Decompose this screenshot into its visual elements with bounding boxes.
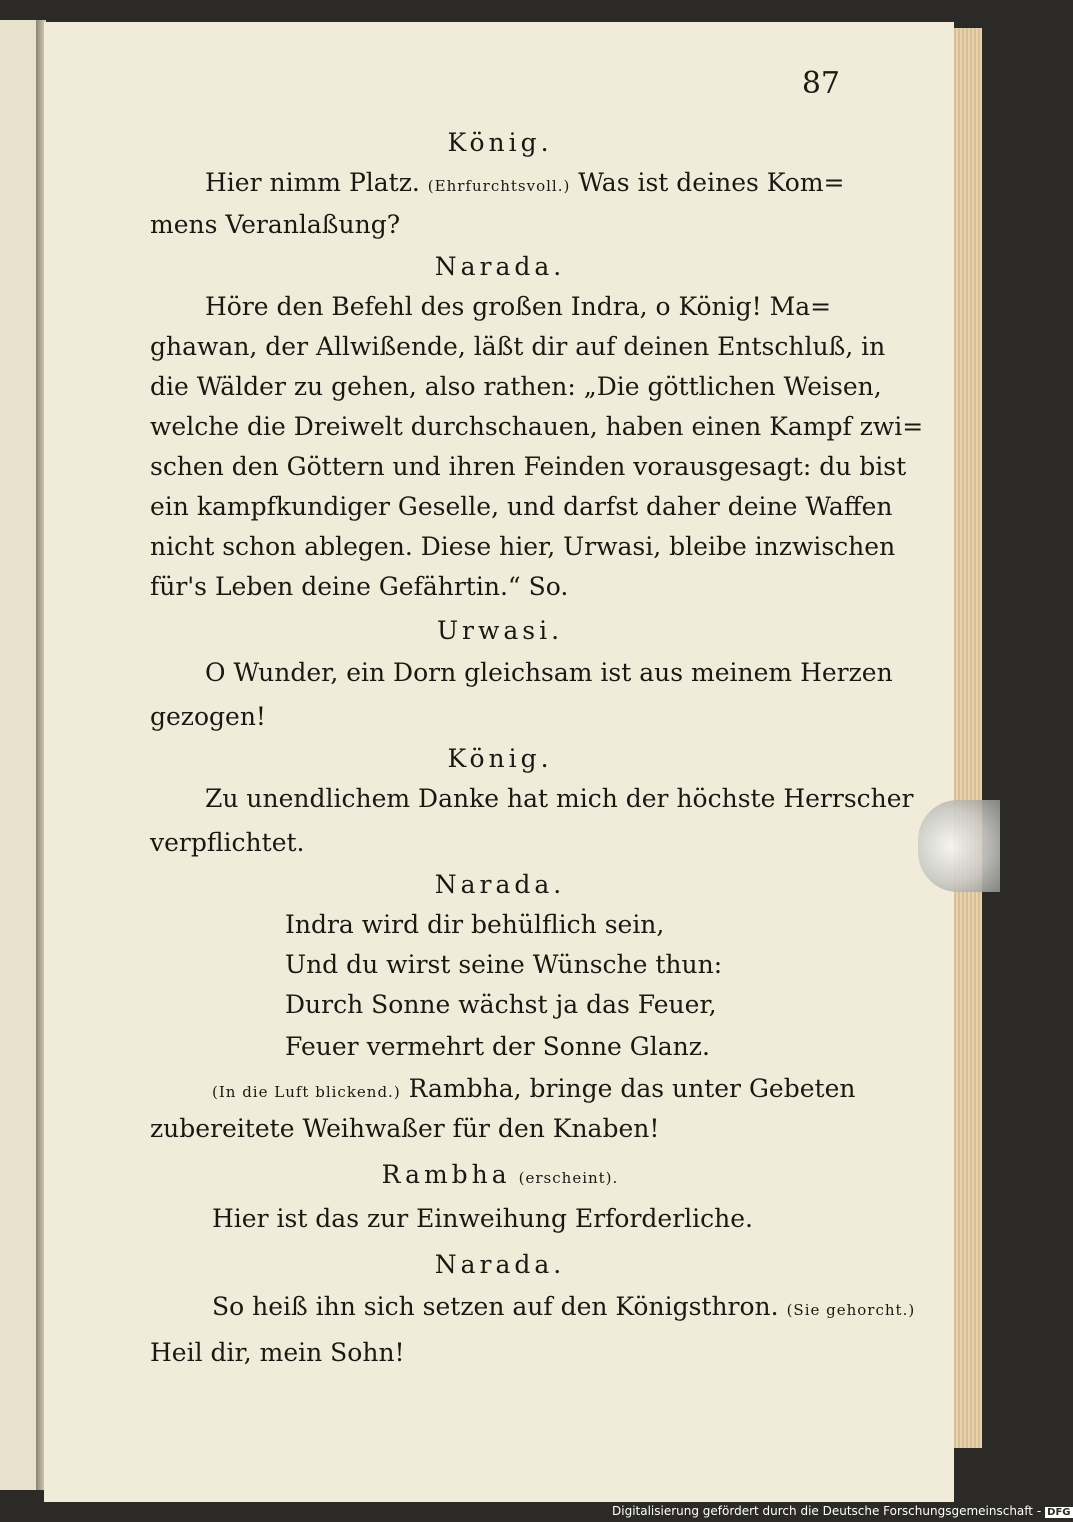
credit-text: Digitalisierung gefördert durch die Deutsche Forschungsgemeinschaft - xyxy=(612,1504,1042,1518)
verse-line: Indra wird dir behülflich sein, xyxy=(285,910,665,939)
text-line: mens Veranlaßung? xyxy=(150,210,401,239)
speaker-heading: König. xyxy=(447,744,553,773)
text-line: schen den Göttern und ihren Feinden vorausgesagt: du bist xyxy=(150,452,907,481)
text-line: nicht schon ablegen. Diese hier, Urwasi, bleibe inzwischen xyxy=(150,532,896,561)
page-edges xyxy=(954,28,982,1448)
page-number: 87 xyxy=(801,66,840,101)
text-line: ein kampfkundiger Geselle, und darfst daher deine Waffen xyxy=(150,492,893,521)
text-line: Höre den Befehl des großen Indra, o König! Ma= xyxy=(205,292,832,321)
speaker-heading: Narada. xyxy=(434,1250,566,1279)
text-line: die Wälder zu gehen, also rathen: „Die göttlichen Weisen, xyxy=(150,372,882,401)
stage-direction: (Sie gehorcht.) xyxy=(786,1301,916,1319)
verse-line: Und du wirst seine Wünsche thun: xyxy=(285,950,723,979)
verse-line: Durch Sonne wächst ja das Feuer, xyxy=(285,990,717,1019)
text-fragment: Hier nimm Platz. xyxy=(205,168,420,197)
text-line: zubereitete Weihwaßer für den Knaben! xyxy=(150,1114,660,1143)
text-line: für's Leben deine Gefährtin.“ So. xyxy=(150,572,569,601)
speaker-name: Rambha xyxy=(381,1160,511,1189)
text-line: O Wunder, ein Dorn gleichsam ist aus meinem Herzen xyxy=(205,658,893,687)
text-line: ghawan, der Allwißende, läßt dir auf deinen Entschluß, in xyxy=(150,332,886,361)
page-clip xyxy=(918,800,1000,892)
text-line xyxy=(212,1292,915,1325)
text-line: gezogen! xyxy=(150,702,266,731)
dfg-logo: DFG xyxy=(1047,1507,1071,1518)
text-line: Heil dir, mein Sohn! xyxy=(150,1338,405,1367)
text-fragment: So heiß ihn sich setzen auf den Königsthron. xyxy=(212,1292,779,1321)
stage-direction: (erscheint). xyxy=(518,1169,619,1187)
left-page xyxy=(0,20,40,1490)
text-line: verpflichtet. xyxy=(150,828,305,857)
stage-direction: (Ehrfurchtsvoll.) xyxy=(427,177,571,195)
stage-direction: (In die Luft blickend.) xyxy=(212,1083,401,1101)
text-fragment: Was ist deines Kom= xyxy=(578,168,845,197)
text-line: welche die Dreiwelt durchschauen, haben einen Kampf zwi= xyxy=(150,412,924,441)
speaker-heading: König. xyxy=(447,128,553,157)
text-line: Zu unendlichem Danke hat mich der höchste Herrscher xyxy=(205,784,914,813)
speaker-heading: Narada. xyxy=(434,252,566,281)
text-line xyxy=(205,168,844,201)
text-line xyxy=(212,1074,855,1107)
verse-line: Feuer vermehrt der Sonne Glanz. xyxy=(285,1032,710,1061)
text-fragment: Rambha, bringe das unter Gebeten xyxy=(408,1074,856,1103)
speaker-heading xyxy=(140,1160,860,1193)
text-line: Hier ist das zur Einweihung Erforderliche. xyxy=(212,1204,753,1233)
speaker-heading: Narada. xyxy=(434,870,566,899)
speaker-heading: Urwasi. xyxy=(436,616,564,645)
digitization-credit xyxy=(612,1504,1073,1518)
